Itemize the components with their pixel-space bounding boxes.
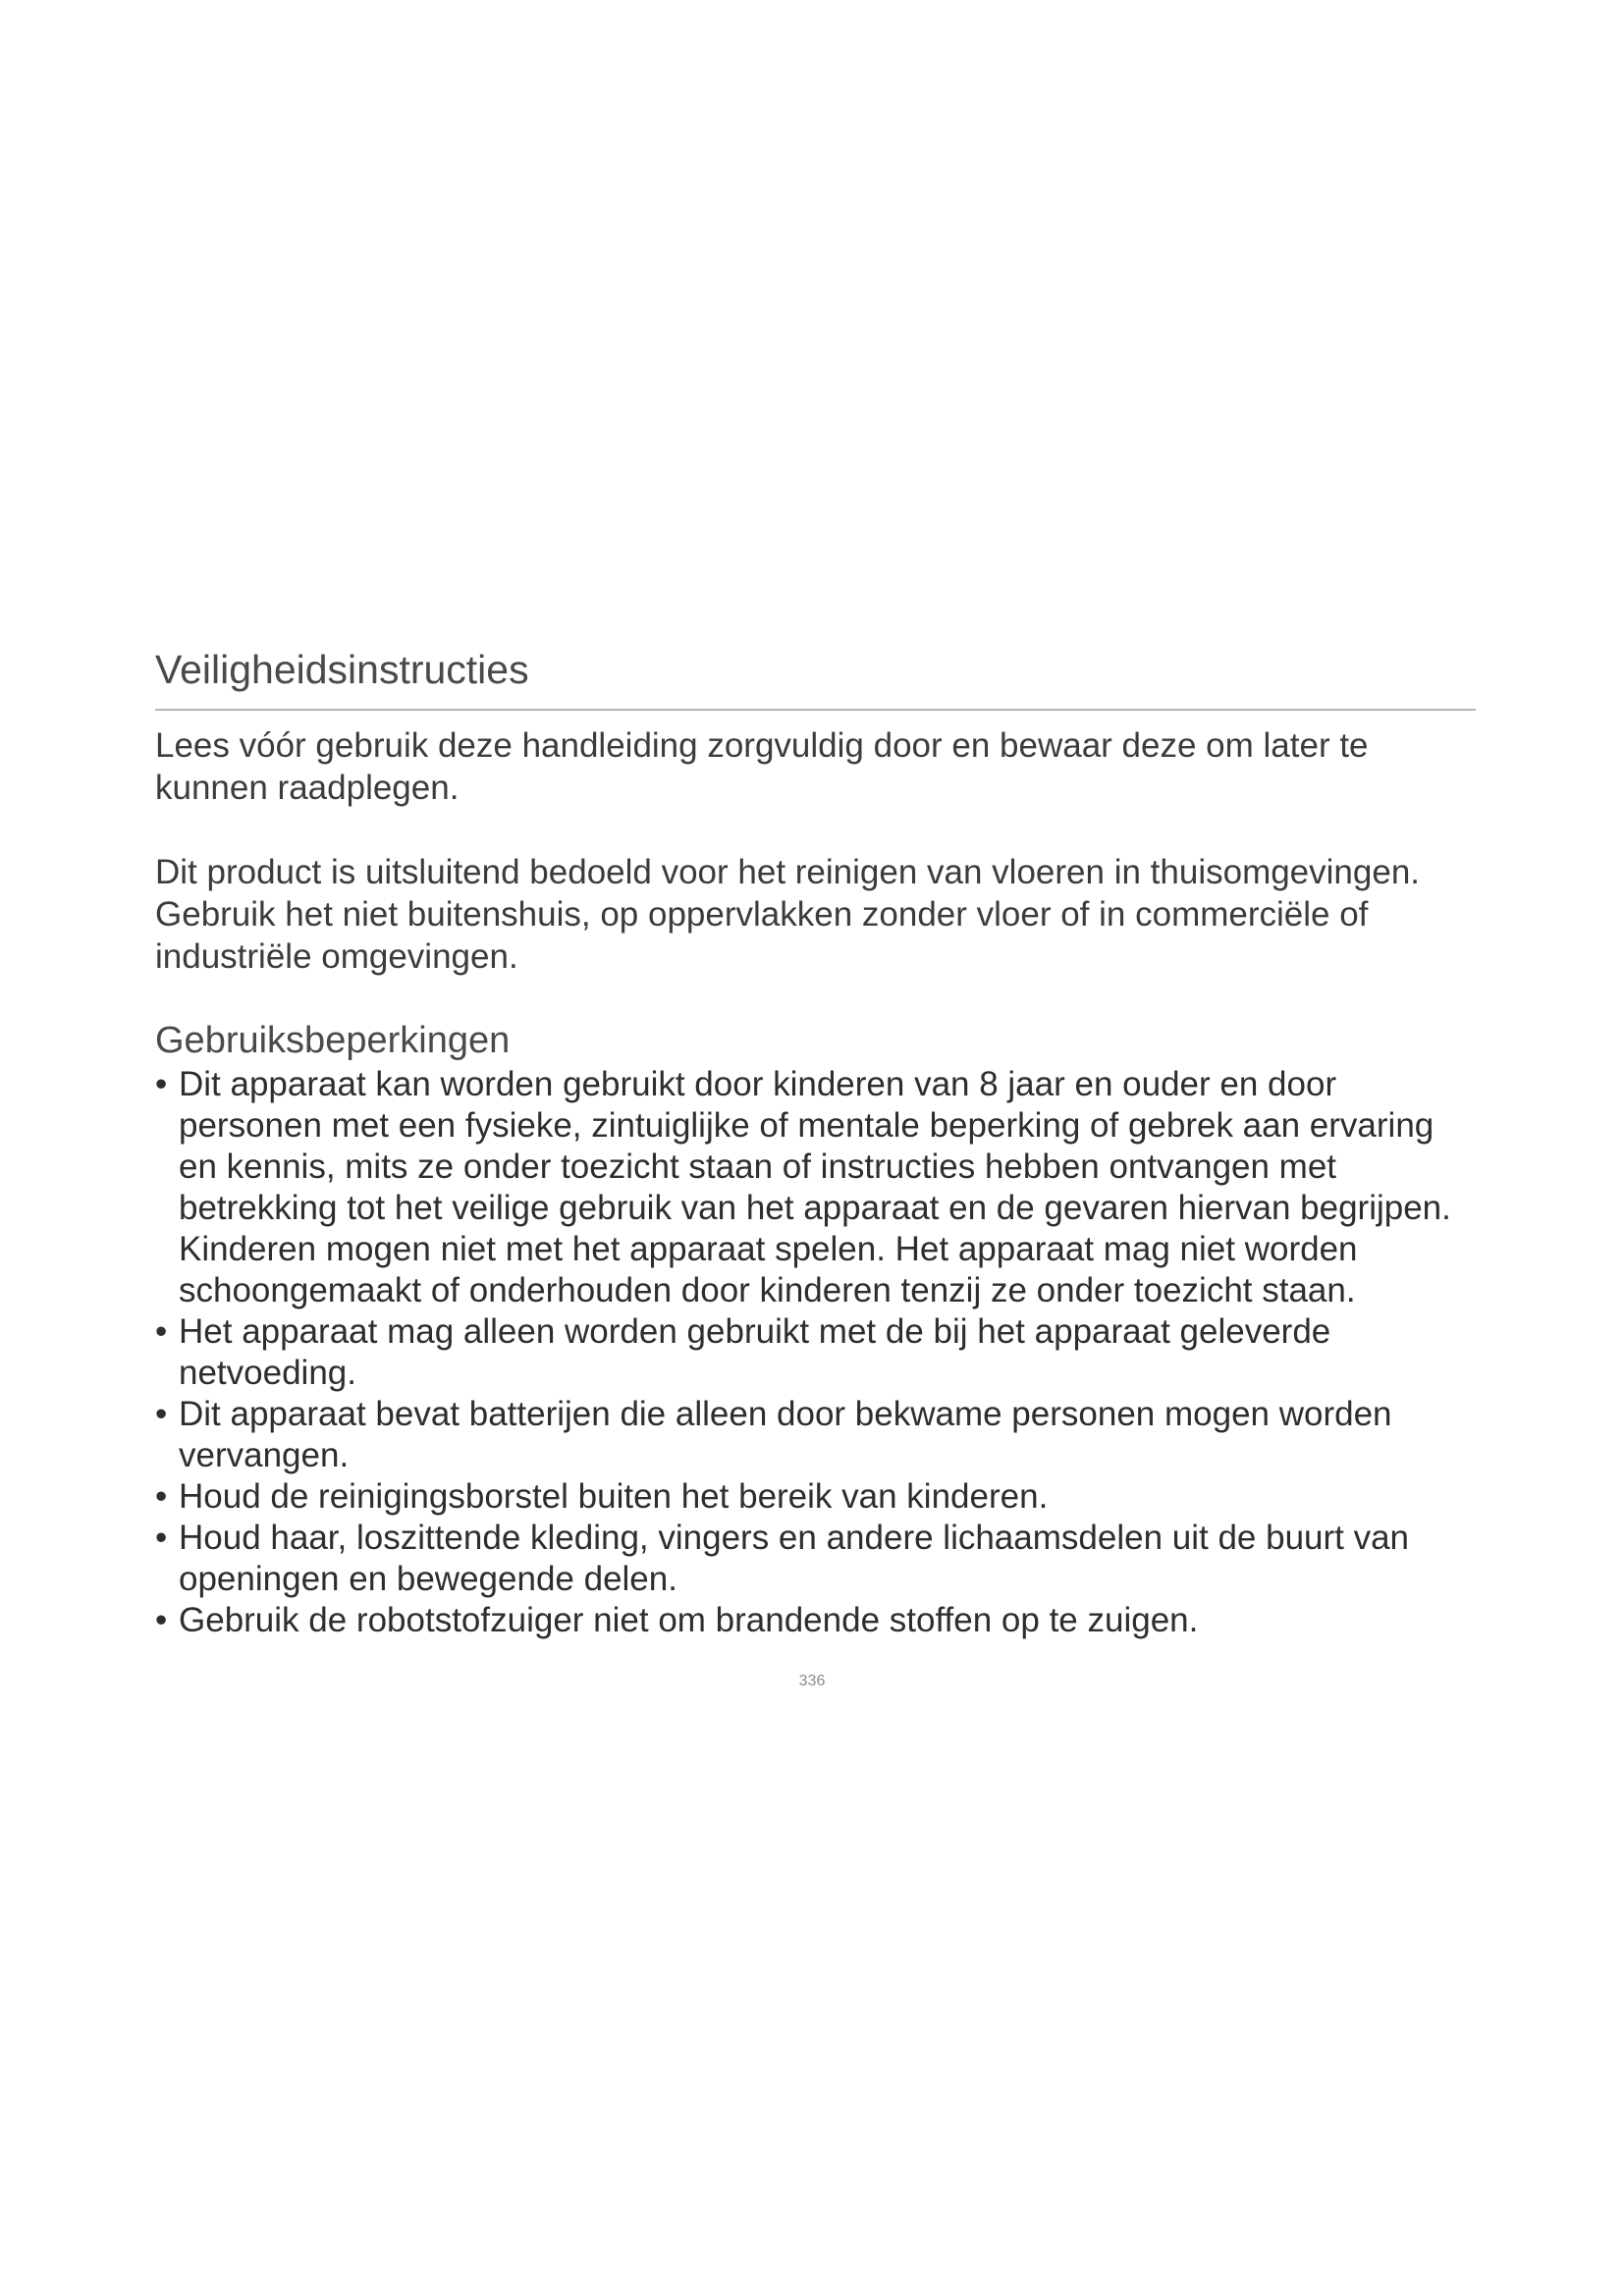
intended-use-paragraph: Dit product is uitsluitend bedoeld voor het reinigen van vloeren in thuisomgevingen. Gebruik het niet buitenshuis, op oppervlakken zonder vloer of in commerciële of industriële omgevingen. — [155, 853, 1421, 976]
bullet-icon: • — [155, 1477, 168, 1516]
list-item-text: Dit apparaat kan worden gebruikt door kinderen van 8 jaar en ouder en door personen met een fysieke, zintuiglijke of mentale beperking of gebrek aan ervaring en kennis, mits ze onder toezicht staan of instructies hebben ontvangen met betrekking tot het veilige gebruik van het apparaat en de gevaren hiervan begrijpen. Kinderen mogen niet met het apparaat spelen. Het apparaat mag niet worden schoongemaakt of onderhouden door kinderen tenzij ze onder toezicht staan. — [179, 1065, 1451, 1309]
page-content — [155, 644, 1476, 1641]
bullet-icon: • — [155, 1395, 168, 1433]
list-item — [155, 1518, 1476, 1600]
bullet-icon: • — [155, 1312, 168, 1351]
subsection-title: Gebruiksbeperkingen — [155, 1020, 511, 1061]
list-item-text: Gebruik de robotstofzuiger niet om brandende stoffen op te zuigen. — [179, 1601, 1199, 1639]
list-item — [155, 1476, 1476, 1518]
bullet-icon: • — [155, 1519, 168, 1557]
list-item — [155, 1600, 1476, 1641]
restrictions-list — [155, 1064, 1476, 1641]
list-item-text: Dit apparaat bevat batterijen die alleen door bekwame personen mogen worden vervangen. — [179, 1395, 1392, 1474]
bullet-icon: • — [155, 1065, 168, 1103]
list-item-text: Houd de reinigingsborstel buiten het bereik van kinderen. — [179, 1477, 1049, 1516]
intro-paragraph: Lees vóór gebruik deze handleiding zorgvuldig door en bewaar deze om later te kunnen raadplegen. — [155, 726, 1369, 807]
section-title: Veiligheidsinstructies — [155, 644, 1476, 711]
list-item-text: Het apparaat mag alleen worden gebruikt met de bij het apparaat geleverde netvoeding. — [179, 1312, 1331, 1392]
list-item-text: Houd haar, loszittende kleding, vingers en andere lichaamsdelen uit de buurt van openingen en bewegende delen. — [179, 1519, 1410, 1598]
list-item — [155, 1311, 1476, 1394]
list-item — [155, 1394, 1476, 1476]
bullet-icon: • — [155, 1601, 168, 1639]
list-item — [155, 1064, 1476, 1311]
page-number: 336 — [798, 1673, 826, 1689]
